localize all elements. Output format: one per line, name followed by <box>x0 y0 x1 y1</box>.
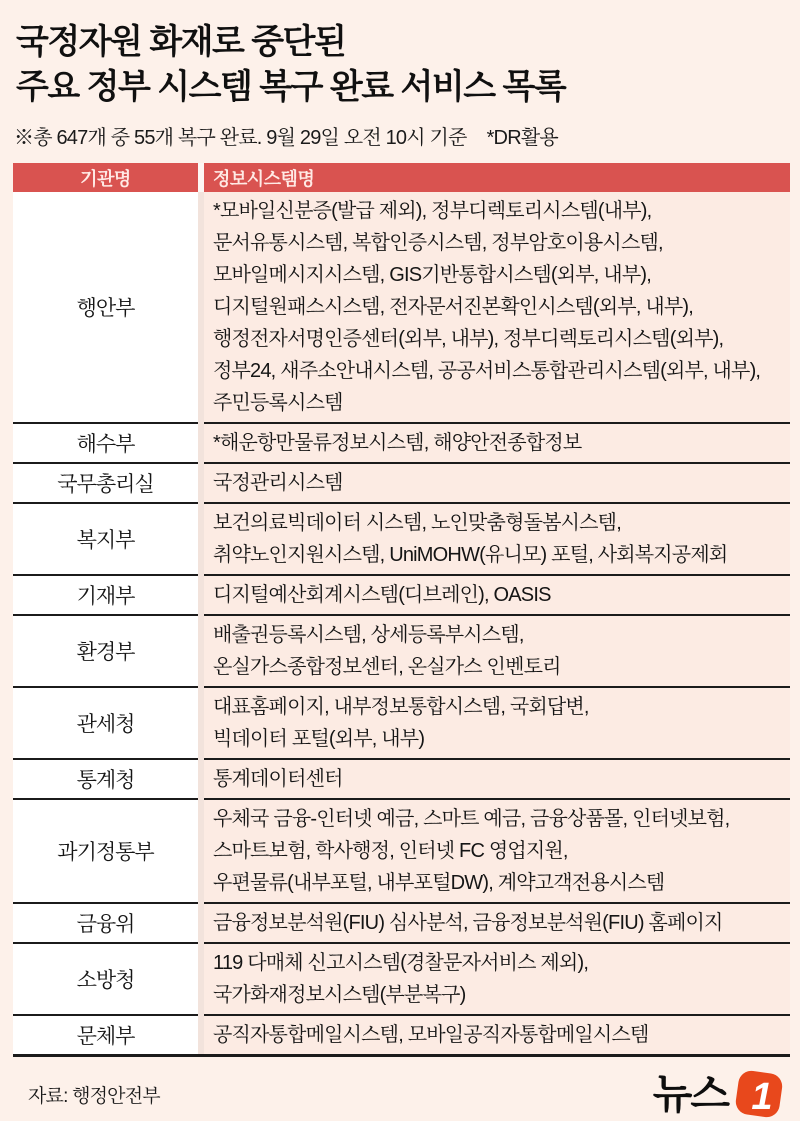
page-title-line1: 국정자원 화재로 중단된 <box>16 23 346 61</box>
system-line: 정부24, 새주소안내시스템, 공공서비스통합관리시스템(외부, 내부), <box>213 360 761 382</box>
system-line: 119 다매체 신고시스템(경찰문자서비스 제외), <box>213 952 589 974</box>
table-row <box>13 616 790 688</box>
org-cell <box>13 904 198 944</box>
org-cell <box>13 424 198 464</box>
table-row <box>13 688 790 760</box>
table-row <box>13 760 790 800</box>
source-credit: 자료: 행정안전부 <box>28 1085 160 1107</box>
system-cell <box>204 904 790 944</box>
org-name: 과기정통부 <box>57 841 154 864</box>
column-header-org: 기관명 <box>80 168 131 189</box>
system-line: 문서유통시스템, 복합인증시스템, 정부암호이용시스템, <box>213 232 663 254</box>
system-line: *해운항만물류정보시스템, 해양안전종합정보 <box>213 432 582 454</box>
news1-logo-one-icon <box>732 1067 786 1121</box>
org-name: 해수부 <box>76 433 135 456</box>
system-line: 취약노인지원시스템, UniMOHW(유니모) 포털, 사회복지공제회 <box>213 544 728 566</box>
org-name: 국무총리실 <box>57 473 154 496</box>
table-header-row <box>13 163 790 192</box>
footer <box>13 1067 788 1121</box>
org-name: 복지부 <box>76 529 135 552</box>
org-name: 소방청 <box>76 969 135 992</box>
system-cell <box>204 616 790 688</box>
table-row <box>13 576 790 616</box>
table-row <box>13 192 790 424</box>
system-cell <box>204 424 790 464</box>
system-cell <box>204 760 790 800</box>
system-line: 보건의료빅데이터 시스템, 노인맞춤형돌봄시스템, <box>213 512 621 534</box>
page-title <box>0 0 800 110</box>
table-row <box>13 944 790 1016</box>
system-line: 국가화재정보시스템(부분복구) <box>213 984 466 1006</box>
page-title-line2: 주요 정부 시스템 복구 완료 서비스 목록 <box>16 68 566 106</box>
org-cell <box>13 1016 198 1054</box>
system-line: 디지털예산회계시스템(디브레인), OASIS <box>213 584 551 606</box>
org-name: 기재부 <box>76 585 135 608</box>
system-cell <box>204 688 790 760</box>
system-cell <box>204 192 790 424</box>
news1-logo <box>653 1067 788 1121</box>
system-line: 대표홈페이지, 내부정보통합시스템, 국회답변, <box>213 696 589 718</box>
system-line: 행정전자서명인증센터(외부, 내부), 정부디렉토리시스템(외부), <box>213 328 724 350</box>
news1-logo-text: 뉴스 <box>652 1070 728 1117</box>
org-cell <box>13 464 198 504</box>
system-line: 디지털원패스시스템, 전자문서진본확인시스템(외부, 내부), <box>213 296 693 318</box>
table-row <box>13 1016 790 1054</box>
system-line: 온실가스종합정보센터, 온실가스 인벤토리 <box>213 656 561 678</box>
system-line: 국정관리시스템 <box>213 472 343 494</box>
org-cell <box>13 576 198 616</box>
org-cell <box>13 504 198 576</box>
recovery-table <box>13 163 790 1057</box>
system-line: 공직자통합메일시스템, 모바일공직자통합메일시스템 <box>213 1024 649 1046</box>
system-line: 금융정보분석원(FIU) 심사분석, 금융정보분석원(FIU) 홈페이지 <box>213 912 723 934</box>
org-name: 관세청 <box>76 713 135 736</box>
org-cell <box>13 760 198 800</box>
org-cell <box>13 944 198 1016</box>
subtitle-note: ※총 647개 중 55개 복구 완료. 9월 29일 오전 10시 기준 <box>14 127 467 149</box>
system-cell <box>204 576 790 616</box>
subtitle-dr-note: *DR활용 <box>486 127 558 149</box>
table-row <box>13 904 790 944</box>
system-line: *모바일신분증(발급 제외), 정부디렉토리시스템(내부), <box>213 200 652 222</box>
table-body <box>13 192 790 1057</box>
system-cell <box>204 800 790 904</box>
table-row <box>13 464 790 504</box>
system-line: 배출권등록시스템, 상세등록부시스템, <box>213 624 524 646</box>
system-line: 우체국 금융-인터넷 예금, 스마트 예금, 금융상품몰, 인터넷보험, <box>213 808 730 830</box>
system-line: 주민등록시스템 <box>213 392 343 414</box>
system-cell <box>204 464 790 504</box>
table-row <box>13 800 790 904</box>
org-name: 환경부 <box>76 641 135 664</box>
column-header-system: 정보시스템명 <box>213 168 315 189</box>
table-row <box>13 424 790 464</box>
svg-text:1: 1 <box>751 1076 773 1118</box>
system-cell <box>204 944 790 1016</box>
system-line: 우편물류(내부포털, 내부포털DW), 계약고객전용시스템 <box>213 872 665 894</box>
org-cell <box>13 800 198 904</box>
system-line: 통계데이터센터 <box>213 768 343 790</box>
org-cell <box>13 616 198 688</box>
org-cell <box>13 192 198 424</box>
org-name: 금융위 <box>76 913 135 936</box>
org-name: 문체부 <box>76 1025 135 1048</box>
org-name: 통계청 <box>76 769 135 792</box>
system-line: 빅데이터 포털(외부, 내부) <box>213 728 425 750</box>
org-cell <box>13 688 198 760</box>
subtitle <box>0 110 800 150</box>
system-line: 스마트보험, 학사행정, 인터넷 FC 영업지원, <box>213 840 568 862</box>
system-cell <box>204 1016 790 1054</box>
system-cell <box>204 504 790 576</box>
system-line: 모바일메시지시스템, GIS기반통합시스템(외부, 내부), <box>213 264 651 286</box>
org-name: 행안부 <box>76 297 135 320</box>
table-row <box>13 504 790 576</box>
